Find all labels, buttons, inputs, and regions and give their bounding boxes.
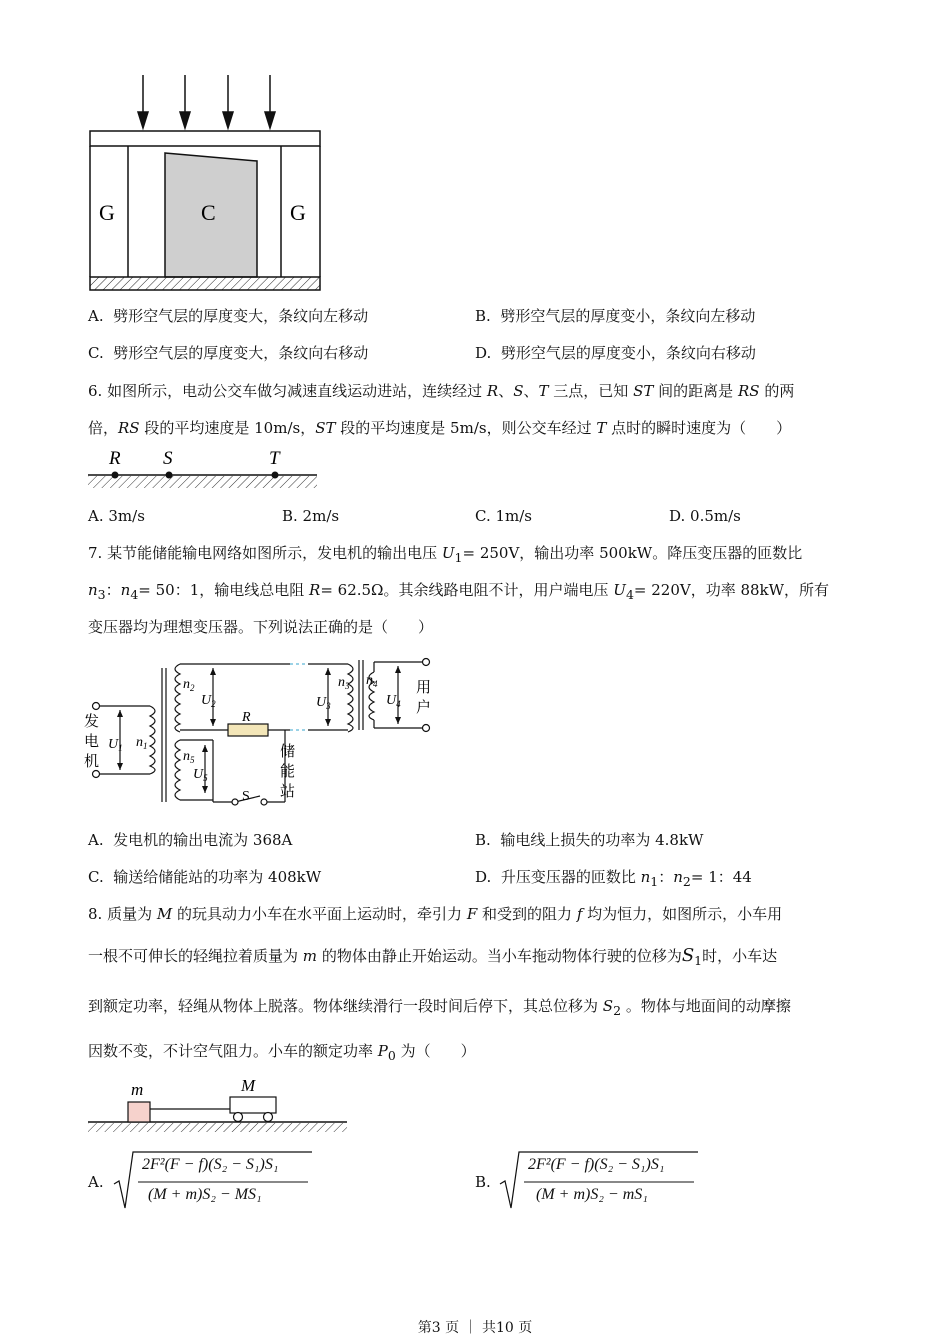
label-g-right: G bbox=[290, 200, 306, 225]
q8-option-b-letter: B. bbox=[475, 1173, 491, 1191]
q8-stem-line3: 到额定功率，轻绳从物体上脱落。物体继续滑行一段时间后停下，其总位移为 $S_2$ 。物体与地面间的动摩擦 bbox=[88, 997, 791, 1018]
svg-text:U2: $U_2$ bbox=[201, 693, 216, 709]
svg-text:R: R bbox=[242, 710, 251, 725]
svg-text:S: S bbox=[242, 789, 250, 804]
q8-stem-line1: 8. 质量为 M 的玩具动力小车在水平面上运动时，牵引力 F 和受到的阻力 f 均为恒力，如图所示，小车用 bbox=[88, 905, 783, 923]
label-c: C bbox=[201, 200, 216, 225]
svg-text:站: 站 bbox=[280, 784, 296, 800]
svg-text:电: 电 bbox=[84, 734, 100, 750]
q7-stem-line3: 变压器均为理想变压器。下列说法正确的是（ ） bbox=[88, 618, 434, 636]
q6-stem-line1: 6. 如图所示，电动公交车做匀减速直线运动进站，连续经过 R、S、T 三点，已知 ST 间的距离是 RS 的两 bbox=[88, 382, 795, 400]
wedge-interference-figure bbox=[85, 70, 330, 295]
svg-text:户: 户 bbox=[416, 700, 432, 716]
svg-text:U5: $U_5$ bbox=[193, 767, 208, 783]
q5-option-d: D. 劈形空气层的厚度变小，条纹向右移动 bbox=[475, 344, 756, 362]
q6-stem-line2: 倍，RS 段的平均速度是 10m/s，ST 段的平均速度是 5m/s，则公交车经过 T 点时的瞬时速度为（ ） bbox=[88, 419, 792, 437]
point-s bbox=[166, 472, 173, 479]
q5-option-a: A. 劈形空气层的厚度变大，条纹向左移动 bbox=[88, 307, 369, 325]
q5-option-b: B. 劈形空气层的厚度变小，条纹向左移动 bbox=[475, 307, 756, 325]
svg-text:用: 用 bbox=[416, 680, 432, 696]
point-r bbox=[112, 472, 119, 479]
svg-text:能: 能 bbox=[280, 764, 296, 780]
q5-option-c: C. 劈形空气层的厚度变大，条纹向右移动 bbox=[88, 344, 369, 362]
q7-stem-line2: $n_3$：$n_4= 50$：1，输电线总电阻 R= 62.5Ω。其余线路电阻不计，用户端电压 $U_4= 220V$，功率 88kW，所有 bbox=[88, 581, 830, 602]
page-footer: 第3 页 ｜ 共10 页 bbox=[417, 1320, 533, 1336]
q6-option-d: D. 0.5m/s bbox=[669, 507, 741, 525]
light-arrows bbox=[138, 75, 275, 128]
svg-text:U4: $U_4$ bbox=[386, 693, 401, 709]
power-network-figure bbox=[80, 650, 450, 810]
q7-stem-line1: 7. 某节能储能输电网络如图所示，发电机的输出电压 $U_1= 250V$，输出功率 500kW。降压变压器的匝数比 bbox=[88, 544, 803, 565]
svg-text:n1: $n_1$ bbox=[136, 735, 148, 751]
toy-car-figure bbox=[85, 1075, 355, 1135]
svg-text:n2: $n_2$ bbox=[183, 677, 195, 693]
q8-option-a-letter: A. bbox=[88, 1173, 104, 1191]
point-t bbox=[272, 472, 279, 479]
svg-text:机: 机 bbox=[84, 754, 100, 770]
svg-text:m: m bbox=[131, 1080, 144, 1099]
q7-option-a: A. 发电机的输出电流为 368A bbox=[88, 831, 293, 849]
svg-text:n5: $n_5$ bbox=[183, 749, 195, 765]
svg-text:n4: $n_4$ bbox=[366, 673, 378, 689]
q8-option-b-formula: 2F²(F − f)(S₂ − S₁)S₁ (M + m)S₂ − mS₁ bbox=[498, 1148, 698, 1214]
mass-block-m bbox=[128, 1102, 150, 1122]
q6-option-c: C. 1m/s bbox=[475, 507, 532, 525]
bus-track-figure bbox=[85, 445, 325, 493]
svg-text:U1: $U_1$ bbox=[108, 737, 123, 753]
q8-option-a-formula: 2F²(F − f)(S₂ − S₁)S₁ (M + m)S₂ − MS₁ bbox=[112, 1148, 312, 1214]
svg-text:U3: $U_3$ bbox=[316, 695, 331, 711]
svg-text:T: T bbox=[269, 448, 280, 469]
car-body-M bbox=[230, 1097, 276, 1113]
svg-text:R: R bbox=[109, 448, 121, 469]
q7-option-b: B. 输电线上损失的功率为 4.8kW bbox=[475, 831, 704, 849]
svg-text:S: S bbox=[163, 448, 173, 469]
q6-option-b: B. 2m/s bbox=[282, 507, 340, 525]
q7-option-d: D. 升压变压器的匝数比 $n_1$：$n_2= 1$：44 bbox=[475, 868, 752, 889]
glass-plate bbox=[90, 131, 320, 146]
q7-option-c: C. 输送给储能站的功率为 408kW bbox=[88, 868, 322, 886]
svg-text:M: M bbox=[241, 1076, 256, 1095]
q8-stem-line2: 一根不可伸长的轻绳拉着质量为 m 的物体由静止开始运动。当小车拖动物体行驶的位移为$S_1$时，小车达 bbox=[88, 945, 778, 968]
base bbox=[90, 277, 320, 290]
label-g-left: G bbox=[99, 200, 115, 225]
svg-text:发: 发 bbox=[84, 714, 100, 730]
resistor-r bbox=[228, 724, 268, 736]
q8-stem-line4: 因数不变，不计空气阻力。小车的额定功率 $P_0$ 为（ ） bbox=[88, 1042, 476, 1063]
svg-text:储: 储 bbox=[280, 744, 296, 760]
q6-option-a: A. 3m/s bbox=[88, 507, 145, 525]
svg-text:n3: $n_3$ bbox=[338, 675, 350, 691]
